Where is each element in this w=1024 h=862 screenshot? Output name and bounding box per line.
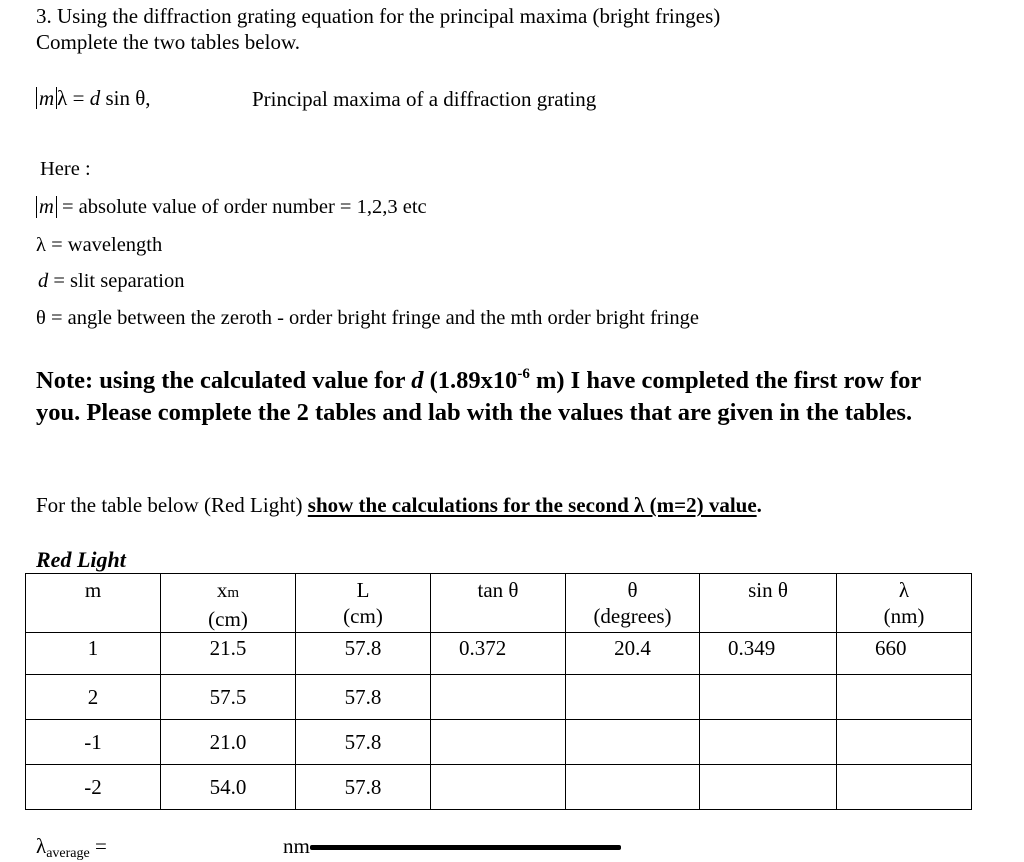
instruction-suffix: . <box>756 493 762 517</box>
table-header-row <box>26 574 972 633</box>
definition-theta <box>36 307 699 330</box>
cell-m: -1 <box>26 720 161 765</box>
cell-xm: 57.5 <box>161 675 296 720</box>
cell-tan[interactable] <box>431 720 566 765</box>
header-tan-label: tan θ <box>477 578 519 602</box>
cell-tan[interactable]: 0.372 <box>431 633 566 675</box>
table-row <box>26 765 972 810</box>
header-sin-label: sin θ <box>748 578 788 602</box>
cell-sin[interactable] <box>700 675 837 720</box>
equation-m: m <box>36 87 57 109</box>
grating-equation: m λ = d sin θ, <box>36 86 151 111</box>
avg-lambda: λ <box>36 834 47 858</box>
definitions-here: Here : <box>40 158 91 180</box>
header-xm-unit: (cm) <box>208 607 248 631</box>
lambda-average-unit: nm <box>283 834 310 858</box>
def-theta-text: = angle between the zeroth - order bright fringe and the mth order bright fringe <box>50 307 699 329</box>
table-row <box>26 675 972 720</box>
cell-theta[interactable] <box>566 675 700 720</box>
header-xm-main: x <box>216 578 228 602</box>
cell-theta[interactable] <box>566 765 700 810</box>
cell-sin[interactable]: 0.349 <box>700 633 837 675</box>
equation-d: d <box>89 86 101 110</box>
def-d-text: = slit separation <box>48 270 185 292</box>
note-exponent: -6 <box>517 366 530 382</box>
question-line-1: 3. Using the diffraction grating equation for the principal maxima (bright fringes) <box>36 4 721 28</box>
note-part-2: (1.89x10 <box>423 367 518 394</box>
def-lambda-var: λ <box>36 234 46 256</box>
header-lambda-label: λ <box>898 578 910 602</box>
cell-L: 57.8 <box>296 720 431 765</box>
instruction-underlined: show the calculations for the second λ (m=2) value <box>307 493 757 517</box>
instruction-line <box>36 493 762 518</box>
cell-xm: 21.0 <box>161 720 296 765</box>
cell-tan[interactable] <box>431 675 566 720</box>
note-paragraph <box>36 365 936 429</box>
header-lambda-unit: (nm) <box>883 604 925 628</box>
table-row <box>26 720 972 765</box>
header-tan <box>431 574 566 633</box>
definition-lambda <box>36 234 162 257</box>
question-line-2: Complete the two tables below. <box>36 30 300 54</box>
cell-m: -2 <box>26 765 161 810</box>
def-lambda-text: = wavelength <box>51 234 163 256</box>
def-d-var: d <box>38 270 49 292</box>
red-light-table <box>25 573 972 810</box>
header-L-unit: (cm) <box>343 604 383 628</box>
header-m <box>26 574 161 633</box>
table-row <box>26 633 972 675</box>
note-part-3: m) I have completed the first row for you. Please complete the 2 tables and lab with the values that are given in the tables. <box>36 367 921 426</box>
definition-d <box>38 270 185 293</box>
header-theta-label: θ <box>627 578 638 602</box>
header-L-label: L <box>356 578 370 602</box>
instruction-prefix: For the table below (Red Light) <box>36 493 308 517</box>
note-part-1: Note: using the calculated value for <box>36 367 412 394</box>
cell-L: 57.8 <box>296 675 431 720</box>
header-xm <box>161 574 296 633</box>
equation-caption: Principal maxima of a diffraction grating <box>252 87 597 111</box>
avg-sub: average <box>46 846 90 861</box>
cell-lambda[interactable] <box>837 765 972 810</box>
cell-lambda[interactable] <box>837 720 972 765</box>
def-m-var: m <box>36 196 57 218</box>
header-lambda <box>837 574 972 633</box>
header-L <box>296 574 431 633</box>
avg-eq: = <box>94 834 107 858</box>
note-d: d <box>411 367 424 394</box>
header-m-label: m <box>84 578 102 602</box>
definition-m <box>36 196 427 219</box>
cell-L: 57.8 <box>296 765 431 810</box>
def-m-text: = absolute value of order number = 1,2,3 etc <box>61 196 427 218</box>
def-theta-var: θ <box>36 307 46 329</box>
cell-xm: 21.5 <box>161 633 296 675</box>
header-sin <box>700 574 837 633</box>
cell-sin[interactable] <box>700 765 837 810</box>
cell-theta[interactable] <box>566 720 700 765</box>
header-theta <box>566 574 700 633</box>
answer-line[interactable] <box>310 845 621 850</box>
cell-m: 2 <box>26 675 161 720</box>
table-title: Red Light <box>36 547 126 572</box>
equation-sin: sin θ, <box>100 86 151 110</box>
cell-m: 1 <box>26 633 161 675</box>
cell-lambda[interactable] <box>837 675 972 720</box>
header-xm-sub: m <box>227 585 240 601</box>
header-xm-label <box>161 577 295 606</box>
cell-tan[interactable] <box>431 765 566 810</box>
cell-sin[interactable] <box>700 720 837 765</box>
cell-L: 57.8 <box>296 633 431 675</box>
cell-xm: 54.0 <box>161 765 296 810</box>
cell-theta[interactable]: 20.4 <box>566 633 700 675</box>
equation-lambda: λ <box>57 86 68 110</box>
header-theta-unit: (degrees) <box>593 604 672 628</box>
cell-lambda[interactable]: 660 <box>837 633 972 675</box>
